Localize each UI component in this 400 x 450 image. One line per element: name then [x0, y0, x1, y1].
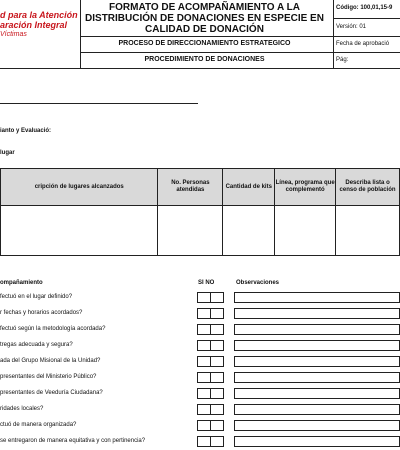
no-checkbox[interactable]	[210, 308, 224, 319]
col-header-description: cripción de lugares alcanzados	[1, 169, 158, 206]
checklist-row	[0, 403, 400, 417]
logo-line-1: d para la Atención	[0, 10, 78, 20]
si-checkbox[interactable]	[197, 388, 211, 399]
no-checkbox[interactable]	[210, 436, 224, 447]
title-line-1: FORMATO DE ACOMPAÑAMIENTO A LA	[109, 2, 300, 13]
checklist-row	[0, 307, 400, 321]
checklist-row	[0, 435, 400, 449]
question-text: fectuó según la metodología acordada?	[0, 326, 106, 332]
table-cell[interactable]	[223, 206, 275, 256]
checklist-row	[0, 371, 400, 385]
title-line-2: DISTRIBUCIÓN DE DONACIONES EN ESPECIE EN	[85, 13, 324, 24]
checklist-row	[0, 339, 400, 353]
si-checkbox[interactable]	[197, 420, 211, 431]
si-checkbox[interactable]	[197, 308, 211, 319]
question-text: tregas adecuada y segura?	[0, 342, 73, 348]
question-text: fectuó en el lugar definido?	[0, 294, 73, 300]
table-cell[interactable]	[1, 206, 158, 256]
si-checkbox[interactable]	[197, 340, 211, 351]
question-text: ctuó de manera organizada?	[0, 422, 77, 428]
observation-field[interactable]	[234, 356, 400, 367]
observation-field[interactable]	[234, 308, 400, 319]
checklist-row	[0, 419, 400, 433]
checklist-row	[0, 291, 400, 305]
header-divider-row-1	[80, 36, 400, 37]
observation-field[interactable]	[234, 420, 400, 431]
organization-logo	[0, 10, 80, 40]
observation-field[interactable]	[234, 340, 400, 351]
si-checkbox[interactable]	[197, 356, 211, 367]
observation-field[interactable]	[234, 372, 400, 383]
question-text: ada del Grupo Misional de la Unidad?	[0, 358, 101, 364]
blank-fill-line	[0, 103, 198, 104]
lugar-section-label: lugar	[0, 150, 15, 156]
checklist-row	[0, 355, 400, 369]
question-text: r fechas y horarios acordados?	[0, 310, 83, 316]
observaciones-header: Observaciones	[236, 280, 280, 286]
checklist-title: ompañamiento	[0, 280, 43, 286]
question-text: presentantes de Veeduría Ciudadana?	[0, 390, 103, 396]
col-header-kits: Cantidad de kits	[223, 169, 275, 206]
procedure-name: PROCEDIMIENTO DE DONACIONES	[144, 56, 265, 63]
question-text: ridades locales?	[0, 406, 44, 412]
no-checkbox[interactable]	[210, 340, 224, 351]
process-name: PROCESO DE DIRECCIONAMIENTO ESTRATEGICO	[118, 40, 291, 47]
observation-field[interactable]	[234, 292, 400, 303]
observation-field[interactable]	[234, 404, 400, 415]
si-checkbox[interactable]	[197, 292, 211, 303]
no-checkbox[interactable]	[210, 404, 224, 415]
document-version: Versión: 01	[336, 24, 367, 30]
table-cell[interactable]	[275, 206, 336, 256]
evaluation-section-label: ianto y Evaluació:	[0, 128, 52, 134]
logo-line-3: Víctimas	[0, 31, 27, 38]
approval-date: Fecha de aprobació	[336, 41, 390, 47]
si-checkbox[interactable]	[197, 372, 211, 383]
meta-divider	[333, 18, 400, 19]
no-checkbox[interactable]	[210, 420, 224, 431]
no-checkbox[interactable]	[210, 372, 224, 383]
document-code: Código: 100,01,15-9	[336, 5, 393, 11]
col-header-persons: No. Personas atendidas	[158, 169, 223, 206]
observation-field[interactable]	[234, 324, 400, 335]
no-checkbox[interactable]	[210, 324, 224, 335]
observation-field[interactable]	[234, 388, 400, 399]
col-header-program: Línea, programa que complementó	[275, 169, 336, 206]
observation-field[interactable]	[234, 436, 400, 447]
header-divider-row-2	[80, 52, 400, 53]
si-checkbox[interactable]	[197, 404, 211, 415]
col-header-census: Describa lista o censo de población	[336, 169, 400, 206]
no-checkbox[interactable]	[210, 388, 224, 399]
header-divider-right	[333, 0, 334, 68]
checklist-row	[0, 387, 400, 401]
question-text: se entregaron de manera equitativa y con pertinencia?	[0, 438, 146, 444]
checklist-row	[0, 323, 400, 337]
header-bottom-border	[0, 68, 400, 69]
no-checkbox[interactable]	[210, 356, 224, 367]
no-checkbox[interactable]	[210, 292, 224, 303]
si-checkbox[interactable]	[197, 436, 211, 447]
logo-line-2: aración Integral	[0, 20, 68, 30]
header-divider-left	[80, 0, 81, 68]
places-table	[0, 168, 400, 256]
si-no-header: SI NO	[198, 280, 215, 286]
page-number: Pág:	[336, 57, 349, 63]
table-cell[interactable]	[336, 206, 400, 256]
document-title	[82, 2, 327, 35]
si-checkbox[interactable]	[197, 324, 211, 335]
title-line-3: CALIDAD DE DONACIÓN	[145, 24, 264, 35]
question-text: presentantes del Ministerio Público?	[0, 374, 97, 380]
table-cell[interactable]	[158, 206, 223, 256]
